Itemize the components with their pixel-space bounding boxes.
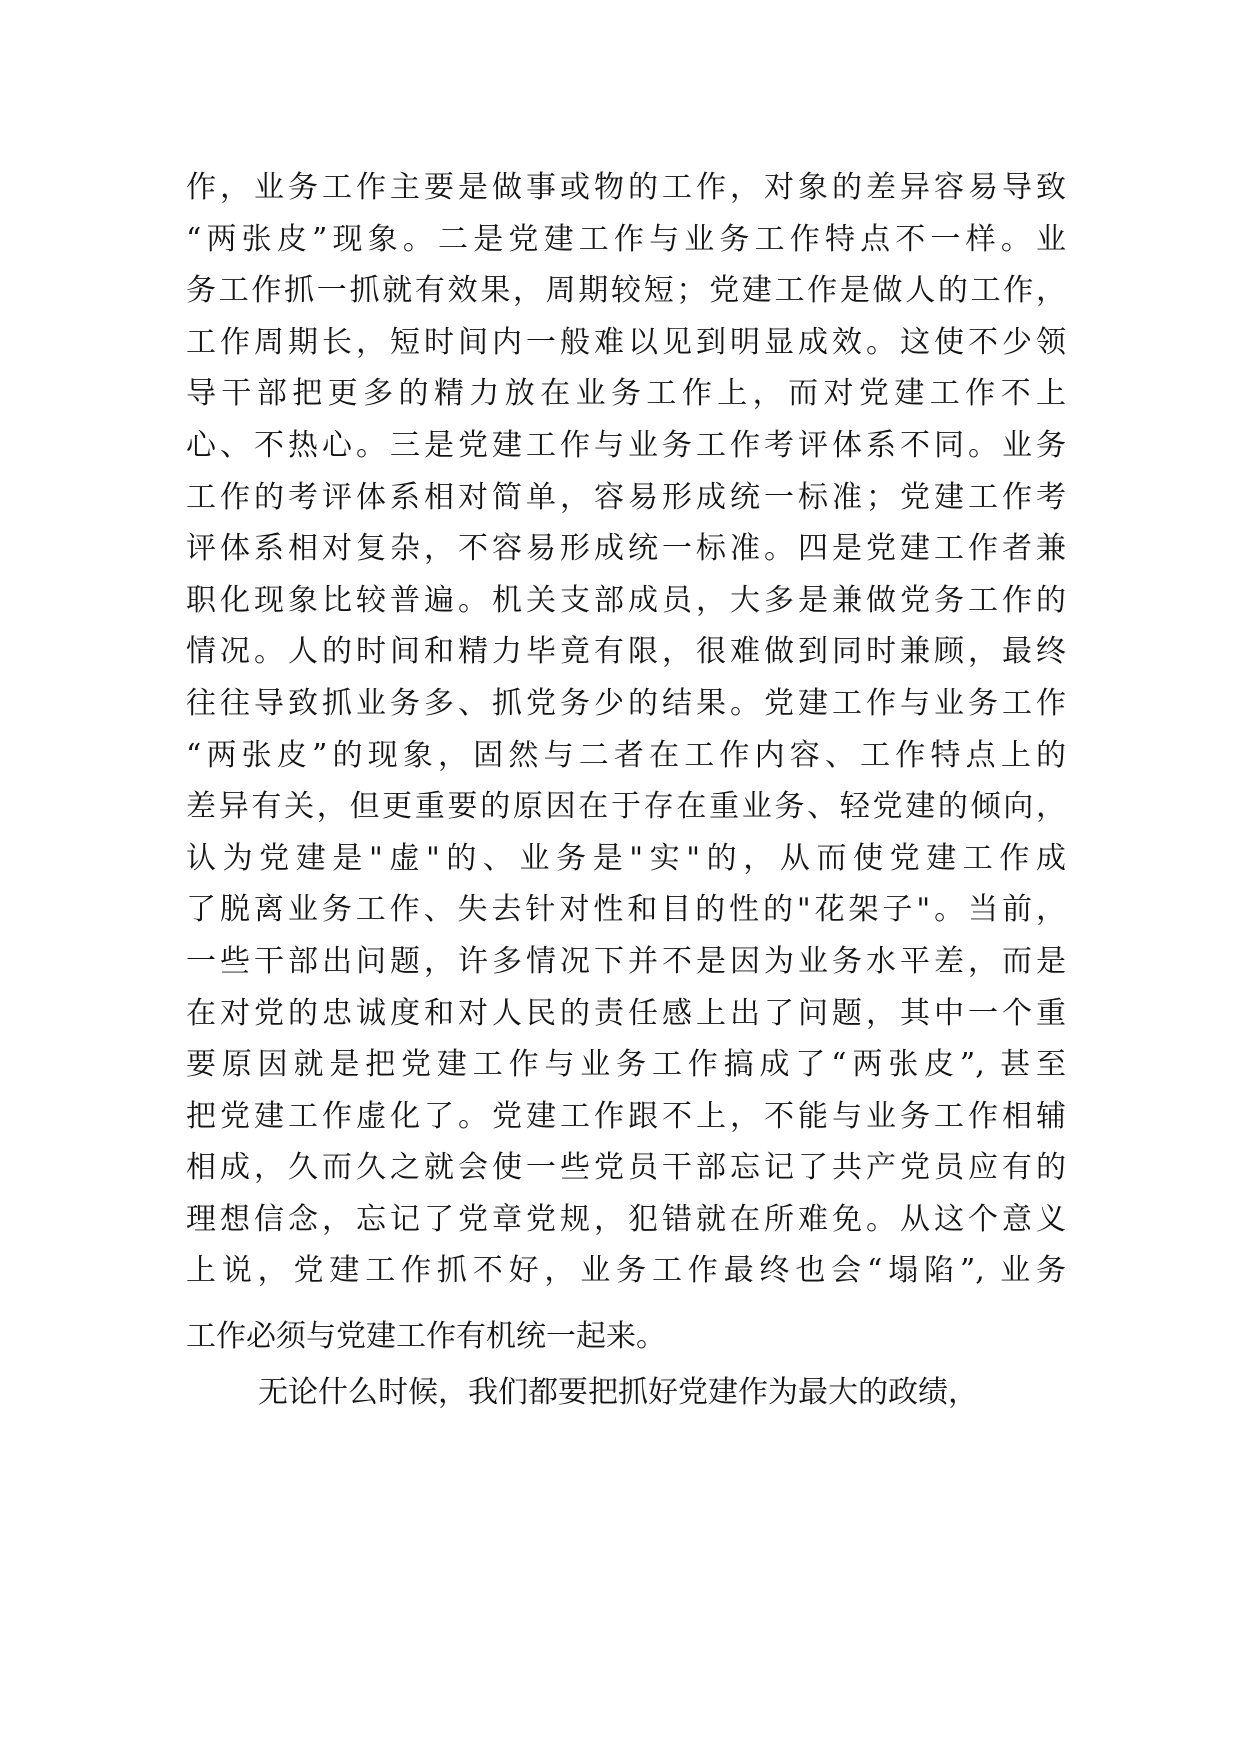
text-line: “两张皮”的现象，固然与二者在工作内容、工作特点上的 — [186, 737, 1066, 773]
text-line: 理想信念，忘记了党章党规，犯错就在所难免。从这个意义 — [186, 1201, 1066, 1237]
text-line: 职化现象比较普遍。机关支部成员，大多是兼做党务工作的 — [186, 582, 1066, 618]
paragraph-last-line: 工作必须与党建工作有机统一起来。 — [186, 1319, 666, 1355]
paragraph-first-line: 无论什么时候，我们都要把抓好党建作为最大的政绩， — [258, 1374, 978, 1410]
text-line: 差异有关，但更重要的原因在于存在重业务、轻党建的倾向， — [186, 789, 1066, 825]
text-line: 情况。人的时间和精力毕竟有限，很难做到同时兼顾，最终 — [186, 634, 1066, 670]
text-line: 相成，久而久之就会使一些党员干部忘记了共产党员应有的 — [186, 1150, 1066, 1186]
text-line: 要原因就是把党建工作与业务工作搞成了“两张皮”, 甚至 — [186, 1047, 1066, 1083]
text-line: 作，业务工作主要是做事或物的工作，对象的差异容易导致 — [186, 170, 1066, 205]
text-line: 导干部把更多的精力放在业务工作上，而对党建工作不上 — [186, 376, 1066, 412]
text-line: 工作的考评体系相对简单，容易形成统一标准；党建工作考 — [186, 479, 1066, 515]
text-line: 认为党建是"虚"的、业务是"实"的，从而使党建工作成 — [186, 840, 1066, 876]
text-line: 往往导致抓业务多、抓党务少的结果。党建工作与业务工作 — [186, 685, 1066, 721]
document-body — [186, 162, 1066, 1418]
text-line: 了脱离业务工作、失去针对性和目的性的"花架子"。当前， — [186, 892, 1066, 928]
text-line: 心、不热心。三是党建工作与业务工作考评体系不同。业务 — [186, 427, 1066, 463]
text-line: 把党建工作虚化了。党建工作跟不上，不能与业务工作相辅 — [186, 1098, 1066, 1134]
text-line: 务工作抓一抓就有效果，周期较短；党建工作是做人的工作， — [186, 273, 1066, 309]
text-line: 一些干部出问题，许多情况下并不是因为业务水平差，而是 — [186, 943, 1066, 979]
text-line: 在对党的忠诚度和对人民的责任感上出了问题，其中一个重 — [186, 995, 1066, 1031]
text-line: “两张皮”现象。二是党建工作与业务工作特点不一样。业 — [186, 221, 1066, 257]
text-line: 上说，党建工作抓不好，业务工作最终也会“塌陷”, 业务 — [186, 1253, 1066, 1289]
text-line: 工作周期长，短时间内一般难以见到明显成效。这使不少领 — [186, 324, 1066, 360]
text-line: 评体系相对复杂，不容易形成统一标准。四是党建工作者兼 — [186, 531, 1066, 567]
